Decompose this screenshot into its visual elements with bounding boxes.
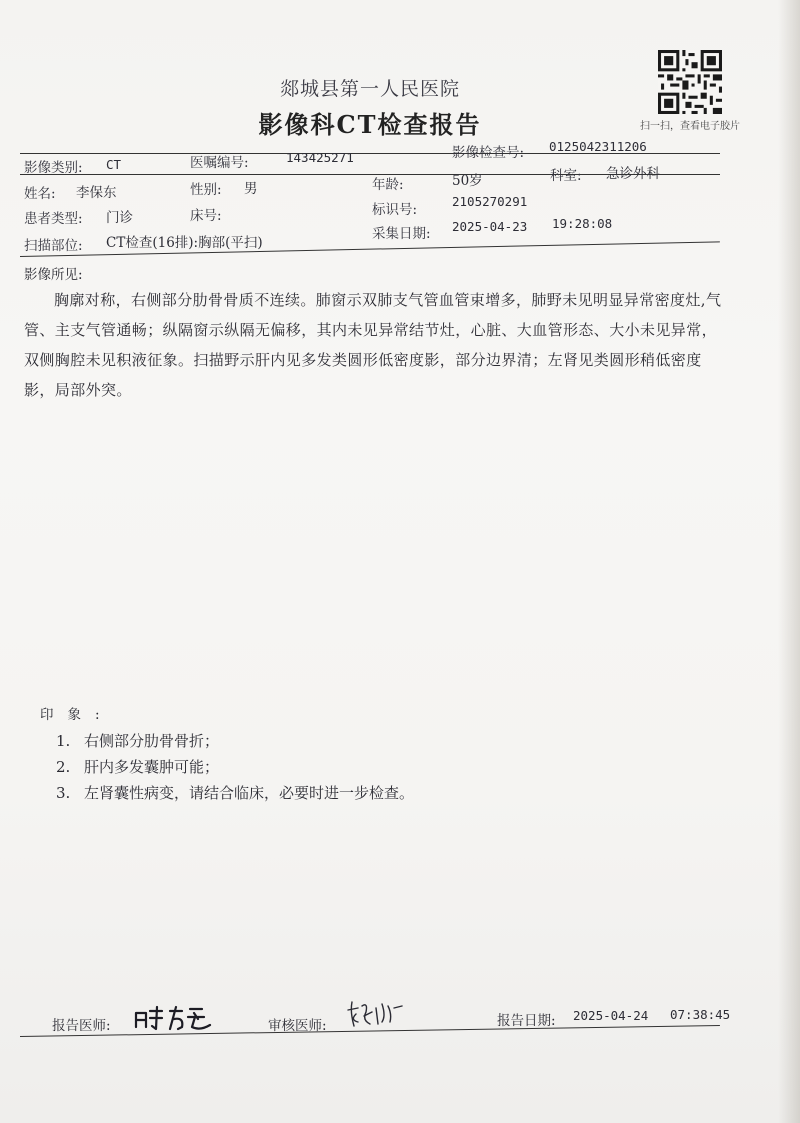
report-title: 影像科CT检查报告 xyxy=(258,110,482,139)
sex-label: 性别: xyxy=(190,182,222,198)
findings-text: 胸廓对称，右侧部分肋骨骨质不连续。肺窗示双肺支气管血管束增多，肺野未见明显异常密度灶,气管、主支气管通畅；纵隔窗示纵隔无偏移，其内未见异常结节灶，心脏、大血管形态、大小未见异常，双侧胸腔未见积液征象。扫描野示肝内见多发类圆形低密度影，部分边界清；左肾见类圆形稍低密度影，局部外突。 xyxy=(24,291,722,399)
impression-number: 2. xyxy=(56,758,71,776)
image-type-label: 影像类别: xyxy=(24,160,83,176)
name-value: 李保东 xyxy=(76,185,117,201)
id-value: 2105270291 xyxy=(452,194,528,209)
qr-caption: 扫一扫，查看电子胶片 xyxy=(640,121,740,132)
findings-text-block xyxy=(24,285,724,405)
dept-value: 急诊外科 xyxy=(606,166,660,182)
impression-text: 肝内多发囊肿可能； xyxy=(84,758,220,776)
hospital-name: 郯城县第一人民医院 xyxy=(279,78,460,100)
report-date-value: 2025-04-24 xyxy=(573,1008,649,1023)
sex-value: 男 xyxy=(244,181,258,197)
impression-list xyxy=(56,728,414,806)
impression-text: 左肾囊性病变，请结合临床，必要时进一步检查。 xyxy=(84,784,415,802)
collect-date-value: 2025-04-23 xyxy=(452,219,528,234)
report-doctor-label: 报告医师: xyxy=(52,1018,111,1034)
bed-label: 床号: xyxy=(190,208,222,224)
impression-number: 1. xyxy=(56,732,71,750)
scan-part-value: CT检查(16排):胸部(平扫) xyxy=(106,235,263,251)
paper-edge-shadow xyxy=(778,0,800,1123)
collect-date-label: 采集日期: xyxy=(372,226,431,242)
report-doctor-signature xyxy=(132,1005,212,1033)
patient-type-value: 门诊 xyxy=(106,210,133,226)
order-no-label: 医嘱编号: xyxy=(190,155,249,171)
impression-number: 3. xyxy=(56,784,71,802)
age-value: 50岁 xyxy=(452,173,483,189)
id-label: 标识号: xyxy=(372,202,418,218)
review-doctor-label: 审核医师: xyxy=(268,1018,327,1034)
patient-type-label: 患者类型: xyxy=(24,211,83,227)
impression-item xyxy=(56,728,414,754)
name-label: 姓名: xyxy=(24,186,56,202)
collect-time-value: 19:28:08 xyxy=(552,216,613,231)
qr-code-icon[interactable] xyxy=(658,50,722,114)
image-type-value: CT xyxy=(106,157,122,172)
report-date-label: 报告日期: xyxy=(497,1013,556,1029)
scan-part-label: 扫描部位: xyxy=(24,238,83,254)
order-no-value: 143425271 xyxy=(286,150,354,165)
findings-heading: 影像所见: xyxy=(24,267,83,283)
impression-text: 右侧部分肋骨骨折； xyxy=(84,732,220,750)
dept-label: 科室: xyxy=(550,168,582,184)
exam-no-label: 影像检查号: xyxy=(452,145,525,161)
review-doctor-signature xyxy=(346,998,406,1030)
age-label: 年龄: xyxy=(372,177,404,193)
exam-no-value: 0125042311206 xyxy=(549,139,647,154)
impression-item xyxy=(56,780,414,806)
impression-item xyxy=(56,754,414,780)
impression-heading: 印象: xyxy=(40,707,114,723)
report-time-value: 07:38:45 xyxy=(670,1007,731,1022)
